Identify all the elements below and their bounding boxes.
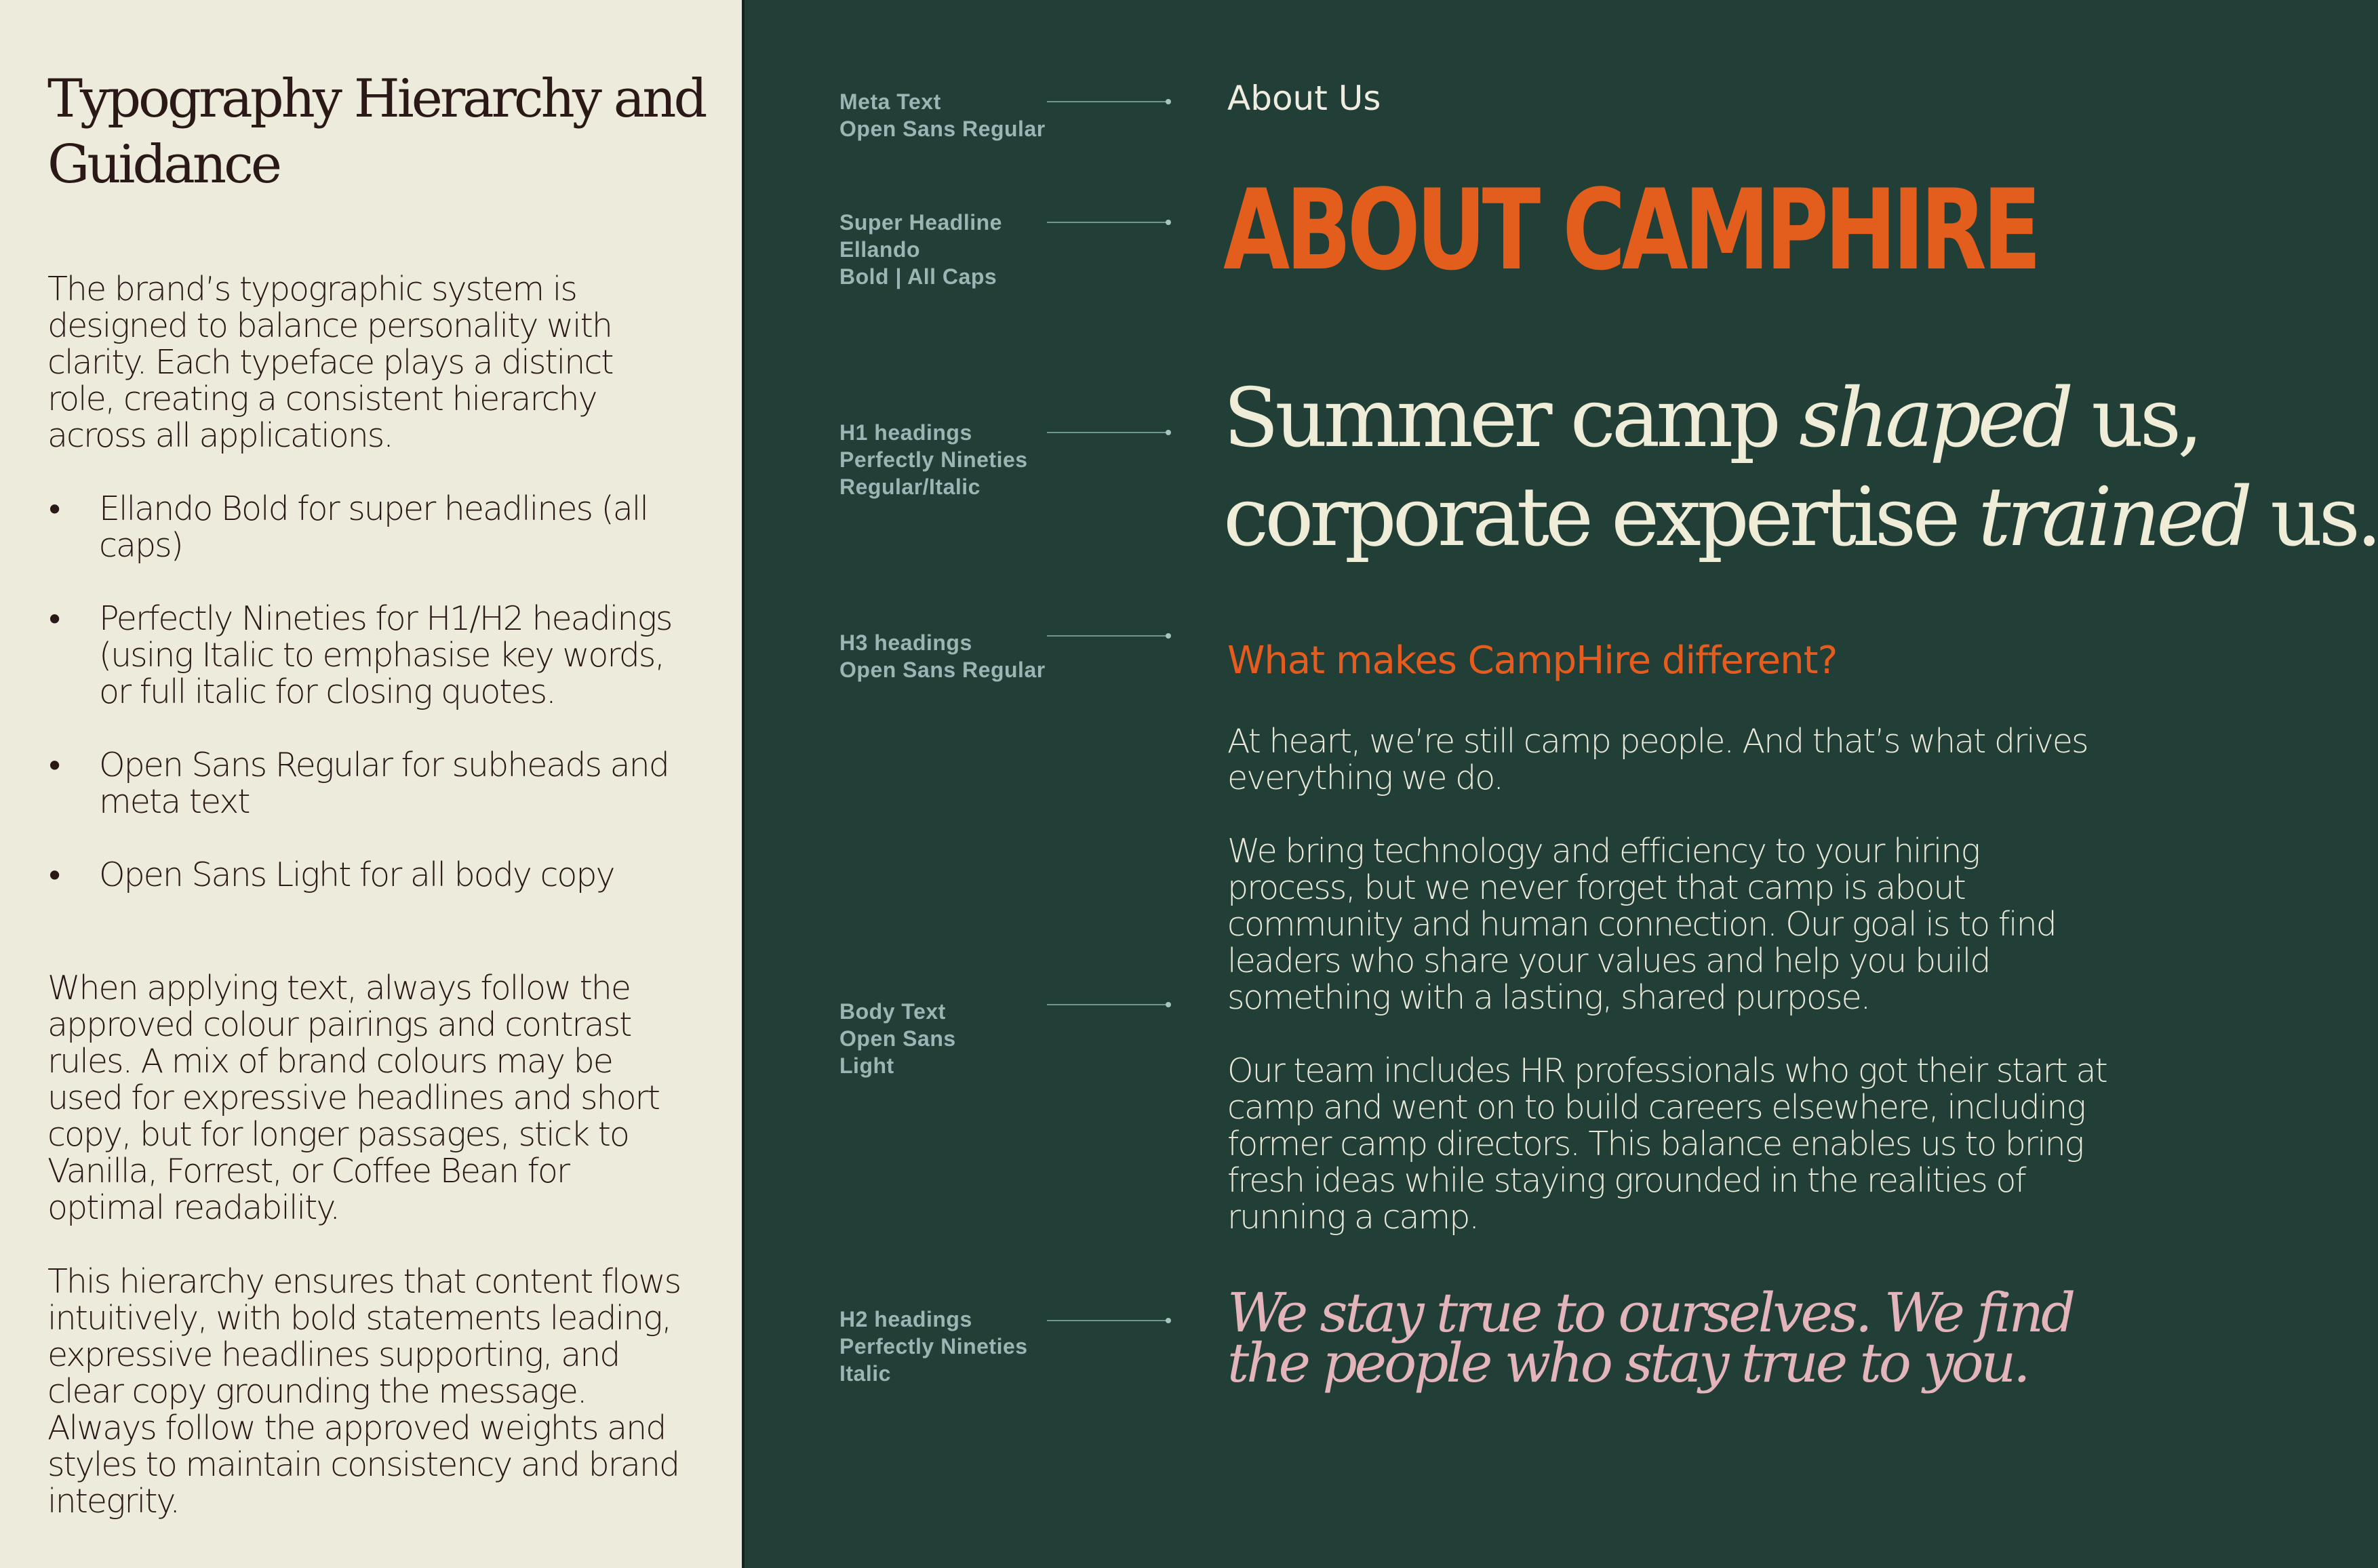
page-title: Typography Hierarchy and Guidance <box>47 68 705 195</box>
connector-line <box>1047 1320 1169 1321</box>
hierarchy-paragraph: This hierarchy ensures that content flows intuitively, with bold statements leading, expressive headlines supporting, and clear copy grounding the message. Always follow the approved weights and styles to maintain consistency and brand integrity. <box>47 1262 681 1521</box>
annotation-font: Perfectly Nineties <box>839 1334 1028 1359</box>
annotation-label: Meta Text <box>839 89 941 114</box>
bullet-icon: • <box>49 856 60 894</box>
guidance-panel <box>0 0 745 1568</box>
list-item <box>47 747 685 820</box>
list-item-text: Open Sans Light for all body copy <box>99 856 614 894</box>
sample-body-paragraph: At heart, we’re still camp people. And that’s what drives everything we do. <box>1227 722 2088 797</box>
annotation-font: Open Sans <box>839 1026 956 1051</box>
h1-text: corporate expertise <box>1223 470 1979 565</box>
list-item <box>47 491 685 564</box>
annotation-style: Regular/Italic <box>839 475 980 499</box>
list-item <box>47 857 685 893</box>
h1-emphasis: shaped <box>1799 371 2070 466</box>
list-item-text: Open Sans Regular for subheads and meta text <box>99 746 669 821</box>
h2-line-2: the people who stay true to you. <box>1227 1331 2028 1394</box>
annotation-h1 <box>839 419 1090 500</box>
annotation-super-headline <box>839 209 1090 290</box>
annotation-style: Bold | All Caps <box>839 264 997 289</box>
list-item-text: Perfectly Nineties for H1/H2 headings (using Italic to emphasise key words, or full italic for closing quotes. <box>99 599 672 711</box>
h1-text: Summer camp <box>1223 371 1800 466</box>
annotation-label: H3 headings <box>839 630 972 655</box>
connector-line <box>1047 432 1169 433</box>
annotation-label: H2 headings <box>839 1307 972 1331</box>
annotation-label: H1 headings <box>839 420 972 445</box>
annotation-font: Ellando <box>839 237 921 262</box>
annotation-font: Open Sans Regular <box>839 658 1046 682</box>
h1-line-1 <box>1223 369 2335 468</box>
annotation-font: Perfectly Nineties <box>839 447 1028 472</box>
connector-line <box>1047 635 1169 637</box>
connector-line <box>1047 1004 1169 1005</box>
bullet-icon: • <box>49 599 60 638</box>
annotation-font: Open Sans Regular <box>839 117 1046 141</box>
h1-line-2 <box>1223 468 2378 567</box>
annotation-h3 <box>839 629 1090 683</box>
bullet-icon: • <box>49 746 60 784</box>
annotation-h2 <box>839 1306 1090 1387</box>
annotation-style: Light <box>839 1053 894 1078</box>
sample-meta-text: About Us <box>1227 79 1381 118</box>
colour-pairing-paragraph: When applying text, always follow the approved colour pairings and contrast rules. A mix of brand colours may be used for expressive headlines and short copy, but for longer passages, stick to Vanilla, Forrest, or Coffee Bean for optimal readability. <box>47 969 659 1227</box>
intro-paragraph: The brand’s typographic system is designed to balance personality with clarity. Each typeface plays a distinct role, creating a consistent hierarchy across all applications. <box>47 270 613 455</box>
h1-emphasis: trained <box>1978 470 2249 565</box>
sample-super-headline: ABOUT CAMPHIRE <box>1223 165 2038 295</box>
sample-body-paragraph: We bring technology and efficiency to your hiring process, but we never forget that camp is about community and human connection. Our goal is to find leaders who share your values and help you build something with a lasting, shared purpose. <box>1227 832 2056 1017</box>
typeface-list <box>47 491 685 930</box>
annotation-style: Italic <box>839 1361 891 1386</box>
sample-body-paragraph: Our team includes HR professionals who got their start at camp and went on to build careers elsewhere, including former camp directors. This balance enables us to bring fresh ideas while staying grounded in the realities of running a camp. <box>1227 1051 2107 1237</box>
sample-h3-heading: What makes CampHire different? <box>1227 639 1838 683</box>
list-item <box>47 601 685 710</box>
annotation-label: Super Headline <box>839 210 1002 235</box>
sample-h2-heading <box>1227 1281 2109 1394</box>
h2-line-1: We stay true to ourselves. We find <box>1227 1281 2074 1344</box>
h1-text: us. <box>2248 470 2378 565</box>
connector-line <box>1047 101 1169 102</box>
annotation-body-text <box>839 998 1090 1079</box>
specimen-panel <box>745 0 2378 1568</box>
bullet-icon: • <box>49 489 60 528</box>
annotation-label: Body Text <box>839 999 946 1024</box>
annotation-meta-text <box>839 88 1090 142</box>
h1-text: us, <box>2069 371 2200 466</box>
sample-h1-heading <box>1223 369 2378 567</box>
connector-line <box>1047 222 1169 223</box>
list-item-text: Ellando Bold for super headlines (all caps) <box>99 489 648 565</box>
